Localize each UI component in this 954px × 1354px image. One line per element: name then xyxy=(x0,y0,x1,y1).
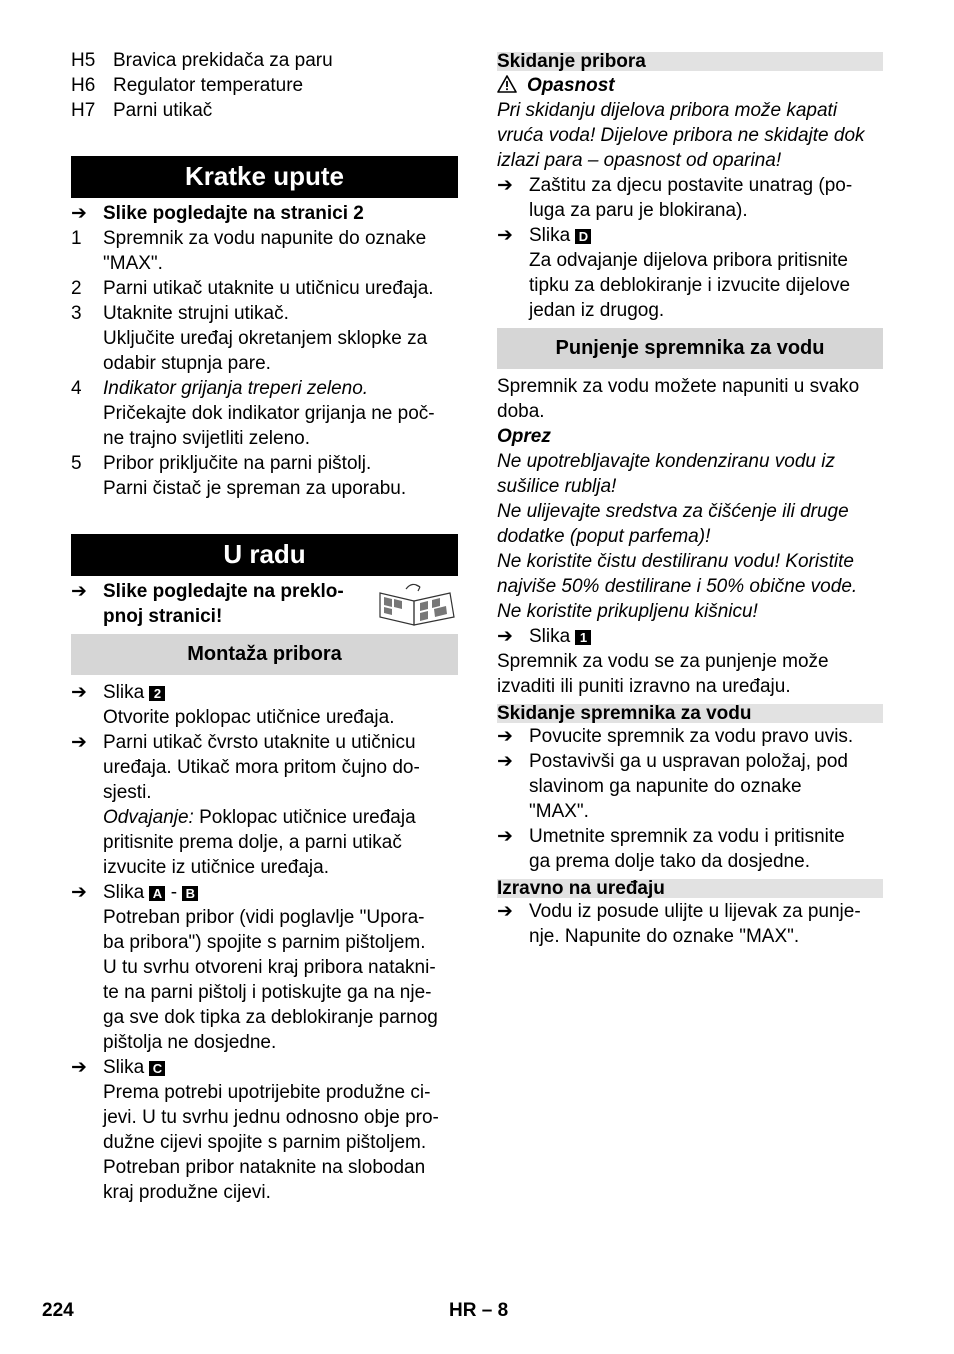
step-text: Spremnik za vodu napunite do oznake xyxy=(103,228,427,249)
caution-text: Ne ulijevajte sredstva za čišćenje ili druge xyxy=(497,501,849,522)
right-arrow-icon: ➔ xyxy=(497,175,513,196)
instruction-text: pištolja ne dosjedne. xyxy=(103,1032,277,1053)
instruction-text: jedan iz drugog. xyxy=(529,300,665,321)
subheading-skidanje-spremnika: Skidanje spremnika za vodu xyxy=(497,704,883,723)
right-arrow-icon: ➔ xyxy=(71,581,87,602)
caution-text: najviše 50% destilirane i 50% obične vode. xyxy=(497,576,858,597)
right-arrow-icon: ➔ xyxy=(71,203,87,224)
step-text: Pribor priključite na parni pištolj. xyxy=(103,453,372,474)
right-arrow-icon: ➔ xyxy=(497,751,513,772)
figure-reference xyxy=(71,201,458,226)
step-number: 1 xyxy=(71,228,82,249)
component-list xyxy=(71,48,458,123)
step-number: 5 xyxy=(71,453,82,474)
right-arrow-icon: ➔ xyxy=(497,726,513,747)
instruction-text: Potreban pribor nataknite na slobodan xyxy=(103,1157,426,1178)
step-text: ne trajno svijetliti zeleno. xyxy=(103,428,310,449)
slika-label: Slika xyxy=(529,626,571,647)
item-key: H6 xyxy=(71,75,96,96)
step-text: Parni čistač je spreman za uporabu. xyxy=(103,478,407,499)
figure-reference-block xyxy=(71,579,458,629)
step-text: Parni utikač utaknite u utičnicu uređaja. xyxy=(103,278,434,299)
step-item xyxy=(71,301,458,376)
instruction-text: izvucite iz utičnice uređaja. xyxy=(103,857,329,878)
instruction-item xyxy=(71,1055,458,1205)
instruction-text: jevi. U tu svrhu jednu odnosno obje pro- xyxy=(103,1107,439,1128)
subsection-heading-montaza: Montaža pribora xyxy=(71,634,458,675)
section-heading-u-radu: U radu xyxy=(71,534,458,576)
step-text: odabir stupnja pare. xyxy=(103,353,271,374)
list-item xyxy=(71,48,458,73)
instruction-text: Zaštitu za djecu postavite unatrag (po- xyxy=(529,175,853,196)
step-item xyxy=(71,376,458,451)
caution-label: Oprez xyxy=(497,426,551,447)
instruction-item xyxy=(497,899,883,949)
instruction-text: "MAX". xyxy=(529,801,589,822)
instruction-text: luga za paru je blokirana). xyxy=(529,200,748,221)
slika-label: Slika xyxy=(103,1057,145,1078)
instruction-text: ga sve dok tipka za deblokiranje parnog xyxy=(103,1007,438,1028)
caution-text: dodatke (poput parfema)! xyxy=(497,526,711,547)
body-text: doba. xyxy=(497,401,545,422)
instruction-text: te na parni pištolj i potiskujte ga na nje- xyxy=(103,982,432,1003)
body-text: izvaditi ili puniti izravno na uređaju. xyxy=(497,676,791,697)
item-text: Parni utikač xyxy=(113,100,213,121)
instruction-item xyxy=(497,223,883,323)
figure-box-b: B xyxy=(182,886,198,901)
caution-text: Ne koristite čistu destiliranu vodu! Koristite xyxy=(497,551,854,572)
warning-triangle-icon xyxy=(497,75,517,93)
instruction-text: Za odvajanje dijelova pribora pritisnite xyxy=(529,250,848,271)
instruction-text: Postavivši ga u uspravan položaj, pod xyxy=(529,751,848,772)
body-text: Spremnik za vodu možete napuniti u svako xyxy=(497,376,860,397)
step-text: Utaknite strujni utikač. xyxy=(103,303,289,324)
instruction-item xyxy=(497,749,883,824)
figure-box-1: 1 xyxy=(575,630,591,645)
instruction-text: tipku za deblokiranje i izvucite dijelove xyxy=(529,275,851,296)
step-text: Uključite uređaj okretanjem sklopke za xyxy=(103,328,428,349)
instruction-item xyxy=(497,824,883,874)
instruction-item xyxy=(71,730,458,880)
danger-text: izlazi para – opasnost od oparina! xyxy=(497,150,782,171)
list-item xyxy=(71,98,458,123)
right-arrow-icon: ➔ xyxy=(71,1057,87,1078)
instruction-item xyxy=(497,724,883,749)
instruction-text: ga prema dolje tako da dosjedne. xyxy=(529,851,810,872)
step-text-italic: Indikator grijanja treperi zeleno. xyxy=(103,378,369,399)
instruction-text: Poklopac utičnice uređaja xyxy=(193,807,416,828)
instruction-text: slavinom ga napunite do oznake xyxy=(529,776,802,797)
danger-text: vruća voda! Dijelove pribora ne skidajte dok xyxy=(497,125,865,146)
odvajanje-label: Odvajanje: xyxy=(103,807,194,828)
reference-text: Slike pogledajte na preklo- xyxy=(103,581,344,602)
step-text: "MAX". xyxy=(103,253,163,274)
right-arrow-icon: ➔ xyxy=(497,225,513,246)
open-book-icon xyxy=(376,579,458,627)
right-arrow-icon: ➔ xyxy=(71,682,87,703)
danger-label: Opasnost xyxy=(527,75,615,96)
instruction-item xyxy=(497,173,883,223)
slika-label: Slika xyxy=(103,682,145,703)
slika-label: Slika xyxy=(103,882,145,903)
figure-box-2: 2 xyxy=(149,686,165,701)
right-arrow-icon: ➔ xyxy=(71,882,87,903)
instruction-text: ba pribora") spojite s parnim pištoljem. xyxy=(103,932,426,953)
list-item xyxy=(71,73,458,98)
danger-text: Pri skidanju dijelova pribora može kapati xyxy=(497,100,838,121)
right-arrow-icon: ➔ xyxy=(497,626,513,647)
caution-text: sušilice rublja! xyxy=(497,476,617,497)
step-number: 4 xyxy=(71,378,82,399)
figure-box-d: D xyxy=(575,229,591,244)
step-item xyxy=(71,451,458,501)
instruction-text: Vodu iz posude ulijte u lijevak za punje- xyxy=(529,901,861,922)
figure-box-c: C xyxy=(149,1061,165,1076)
item-text: Regulator temperature xyxy=(113,75,304,96)
right-column xyxy=(497,52,883,949)
step-number: 3 xyxy=(71,303,82,324)
instruction-item xyxy=(497,624,883,649)
subsection-heading-punjenje: Punjenje spremnika za vodu xyxy=(497,328,883,369)
instruction-text: uređaja. Utikač mora pritom čujno do- xyxy=(103,757,420,778)
instruction-text: Otvorite poklopac utičnice uređaja. xyxy=(103,707,395,728)
page-number: 224 xyxy=(42,1300,74,1321)
reference-text: Slike pogledajte na stranici 2 xyxy=(103,203,364,224)
instruction-item xyxy=(71,680,458,730)
item-key: H7 xyxy=(71,100,96,121)
instruction-text: U tu svrhu otvoreni kraj pribora natakni- xyxy=(103,957,436,978)
section-heading-kratke-upute: Kratke upute xyxy=(71,156,458,198)
instruction-item xyxy=(71,880,458,1055)
instruction-text: sjesti. xyxy=(103,782,152,803)
instruction-text: nje. Napunite do oznake "MAX". xyxy=(529,926,800,947)
caution-text: Ne upotrebljavajte kondenziranu vodu iz xyxy=(497,451,835,472)
caution-text: Ne koristite prikupljenu kišnicu! xyxy=(497,601,758,622)
right-arrow-icon: ➔ xyxy=(497,901,513,922)
instruction-text: kraj produžne cijevi. xyxy=(103,1182,271,1203)
subheading-izravno: Izravno na uređaju xyxy=(497,879,883,898)
step-item xyxy=(71,276,458,301)
body-text: Spremnik za vodu se za punjenje može xyxy=(497,651,829,672)
instruction-text: Povucite spremnik za vodu pravo uvis. xyxy=(529,726,854,747)
step-number: 2 xyxy=(71,278,82,299)
reference-text: pnoj stranici! xyxy=(103,606,223,627)
instruction-text: pritisnite prema dolje, a parni utikač xyxy=(103,832,402,853)
step-item xyxy=(71,226,458,276)
instruction-text: dužne cijevi spojite s parnim pištoljem. xyxy=(103,1132,427,1153)
right-arrow-icon: ➔ xyxy=(71,732,87,753)
right-arrow-icon: ➔ xyxy=(497,826,513,847)
item-key: H5 xyxy=(71,50,96,71)
figure-range-dash: - xyxy=(165,882,183,903)
instruction-text: Prema potrebi upotrijebite produžne ci- xyxy=(103,1082,431,1103)
instruction-text: Umetnite spremnik za vodu i pritisnite xyxy=(529,826,845,847)
left-column xyxy=(71,48,458,1205)
subheading-skidanje-pribora: Skidanje pribora xyxy=(497,52,883,71)
figure-box-a: A xyxy=(149,886,165,901)
instruction-text: Parni utikač čvrsto utaknite u utičnicu xyxy=(103,732,416,753)
step-text: Pričekajte dok indikator grijanja ne poč- xyxy=(103,403,435,424)
item-text: Bravica prekidača za paru xyxy=(113,50,333,71)
section-page-label: HR – 8 xyxy=(449,1300,509,1321)
instruction-text: Potreban pribor (vidi poglavlje "Upora- xyxy=(103,907,425,928)
slika-label: Slika xyxy=(529,225,571,246)
